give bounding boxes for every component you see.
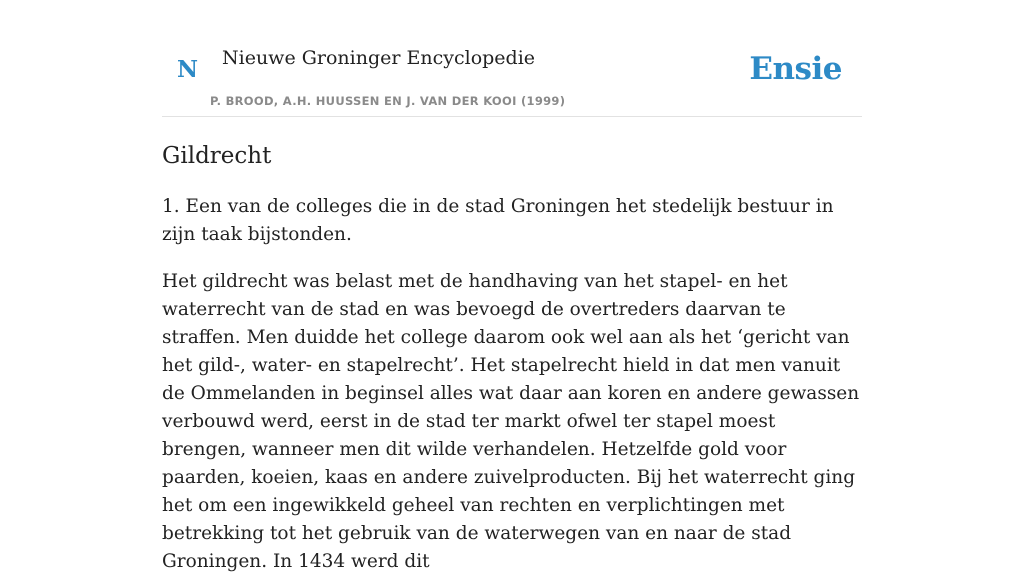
entry-paragraph-2: Het gildrecht was belast met de handhaving van het stapel- en het waterrecht van de stad en was bevoegd de overtreders daarvan te straffen. Men duidde het college daarom ook wel aan als het ‘gericht van het gild-, water- en stapelrecht’. Het stapelrecht hield in dat men vanuit de Ommelanden in beginsel alles wat daar aan koren en andere gewassen verbouwd werd, eerst in de stad ter markt ofwel ter stapel moest brengen, wanneer men dit wilde verhandelen. Hetzelfde gold voor paarden, koeien, kaas en andere zuivelproducten. Bij het waterrecht ging het om een ingewikkeld geheel van rechten en verplichtingen met betrekking tot het gebruik van de waterwegen van en naar de stad Groningen. In 1434 werd dit [162,271,860,572]
source-authors: P. BROOD, A.H. HUUSSEN EN J. VAN DER KOOI (1999) [210,94,566,108]
page-container [162,0,862,576]
entry-title: Gildrecht [162,143,272,169]
encyclopedia-logo[interactable]: N [177,56,199,83]
source-header [162,0,862,117]
source-title-link[interactable]: Nieuwe Groninger Encyclopedie [222,47,536,69]
ensie-logo-link[interactable]: Ensie [749,51,842,87]
entry-paragraph-1: 1. Een van de colleges die in de stad Groningen het stedelijk bestuur in zijn taak bijstonden. [162,196,834,245]
